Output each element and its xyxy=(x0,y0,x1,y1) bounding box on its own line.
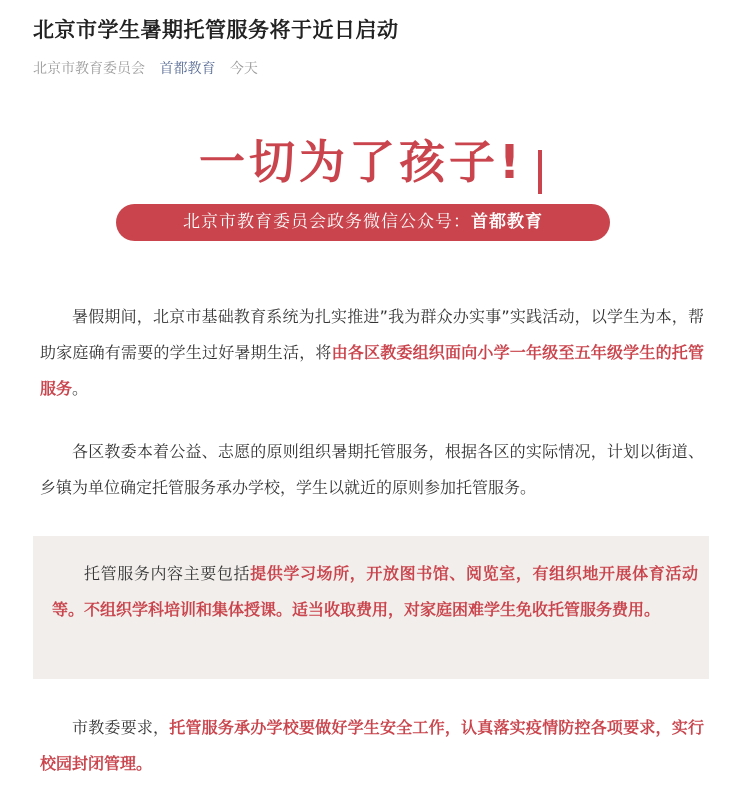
paragraph-1-text: 暑假期间，北京市基础教育系统为扎实推进”我为群众办实事”实践活动，以学生为本，帮助家庭确有需要的学生过好暑期生活，将 xyxy=(40,307,704,362)
paragraph-1 xyxy=(40,299,704,407)
paragraph-4-text: 市教委要求， xyxy=(72,718,170,737)
pill-account-name: 首都教育 xyxy=(471,212,543,232)
paragraph-1-end: 。 xyxy=(72,379,89,398)
pill-prefix: 北京市教育委员会政务微信公众号： xyxy=(183,212,471,232)
banner-slogan: 一切为了孩子! xyxy=(199,135,524,189)
paragraph-1-highlight: 由各区教委组织面向小学一年级至五年级学生的托管服务 xyxy=(40,343,704,398)
paragraph-2: 各区教委本着公益、志愿的原则组织暑期托管服务，根据各区的实际情况，计划以街道、乡镇为单位确定托管服务承办学校，学生以就近的原则参加托管服务。 xyxy=(40,442,704,497)
publish-time: 今天 xyxy=(229,61,258,77)
highlight-box xyxy=(33,536,709,679)
paragraph-4 xyxy=(40,710,704,782)
paragraph-3-highlight: 提供学习场所，开放图书馆、阅览室，有组织地开展体育活动等。不组织学科培训和集体授课。适当收取费用，对家庭困难学生免收托管服务费用。 xyxy=(52,564,698,619)
paragraph-3 xyxy=(52,556,698,628)
paragraph-4-highlight: 托管服务承办学校要做好学生安全工作，认真落实疫情防控各项要求，实行校园封闭管理。 xyxy=(40,718,704,773)
banner-divider xyxy=(538,150,542,194)
account-link[interactable]: 首都教育 xyxy=(159,61,216,77)
article-meta xyxy=(33,58,268,78)
article-source: 北京市教育委员会 xyxy=(33,61,145,77)
paragraph-3-text: 托管服务内容主要包括 xyxy=(84,564,251,583)
article-title: 北京市学生暑期托管服务将于近日启动 xyxy=(33,18,399,42)
banner-pill xyxy=(116,204,610,241)
